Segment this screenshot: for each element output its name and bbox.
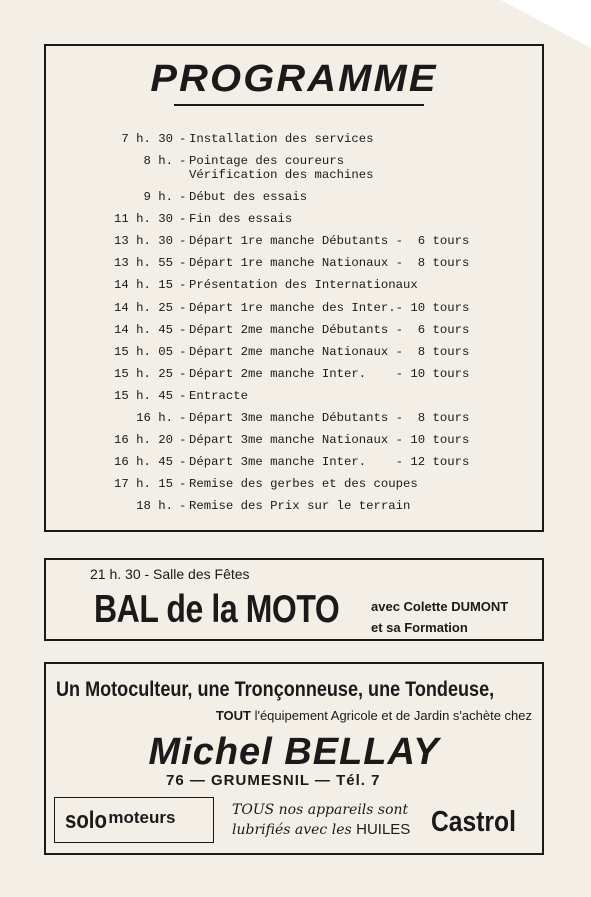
schedule-row (98, 319, 538, 341)
schedule-dash: - (179, 366, 187, 381)
ad-subline (216, 708, 532, 723)
ad-headline: Un Motoculteur, une Tronçonneuse, une Tondeuse, (56, 678, 495, 701)
schedule-desc-line: Remise des Prix sur le terrain (189, 499, 411, 514)
schedule-time: 16 h. (136, 411, 173, 426)
schedule-dash: - (179, 388, 187, 403)
bal-artist (371, 596, 508, 638)
schedule-desc (189, 230, 538, 252)
schedule-time: 13 h. 55 (113, 256, 173, 271)
schedule-row (98, 407, 538, 429)
schedule-desc-line: Départ 2me manche Nationaux - 8 tours (189, 344, 470, 359)
schedule-time: 7 h. 30 (121, 132, 173, 146)
schedule-time: 9 h. (143, 190, 173, 205)
schedule-time: 13 h. 30 (113, 234, 173, 249)
schedule-desc-line: Départ 1re manche Débutants - 6 tours (189, 234, 470, 249)
schedule-row (98, 363, 538, 385)
ad-shop-name: Michel BELLAY (148, 731, 440, 773)
schedule-desc-line: Remise des gerbes et des coupes (189, 477, 418, 492)
castrol-logo: Castrol (431, 806, 516, 838)
schedule-desc-line2: Vérification des machines (189, 168, 374, 183)
schedule-row (98, 230, 538, 252)
bal-title: BAL de la MOTO (94, 588, 340, 631)
schedule-time: 14 h. 25 (113, 300, 173, 315)
schedule-row (98, 150, 538, 186)
bal-artist-line1: avec Colette DUMONT (371, 599, 509, 614)
schedule-desc-line: Installation des services (189, 132, 374, 146)
schedule-row (98, 451, 538, 473)
schedule-desc (189, 186, 538, 208)
schedule-row (98, 341, 538, 363)
schedule-row (98, 252, 538, 274)
schedule-dash: - (179, 455, 187, 470)
schedule-desc-line: Départ 2me manche Débutants - 6 tours (189, 322, 470, 337)
schedule-row (98, 429, 538, 451)
schedule-desc (189, 208, 538, 230)
schedule-row (98, 186, 538, 208)
schedule-dash: - (179, 190, 187, 205)
schedule-dash: - (179, 433, 187, 448)
schedule-desc (189, 274, 538, 296)
schedule-desc-line: Départ 1re manche Nationaux - 8 tours (189, 256, 470, 271)
schedule-dash: - (179, 499, 187, 514)
schedule-time: 14 h. 15 (113, 278, 173, 293)
schedule-time: 16 h. 20 (113, 433, 173, 448)
schedule-dash: - (179, 132, 187, 146)
schedule-desc (189, 429, 538, 451)
schedule-desc (189, 473, 538, 495)
solo-logo-box (54, 797, 214, 843)
schedule-desc-line: Début des essais (189, 190, 308, 205)
schedule-dash: - (179, 344, 187, 359)
schedule-desc-line: Départ 1re manche des Inter.- 10 tours (189, 300, 470, 315)
schedule-time: 8 h. (143, 154, 173, 169)
solo-logo (65, 807, 181, 835)
folded-corner (501, 0, 591, 48)
castrol-tagline (232, 800, 410, 840)
programme-box (44, 44, 544, 532)
solo-moteurs: moteurs (108, 808, 176, 827)
bal-artist-line2: et sa Formation (371, 620, 468, 635)
schedule-dash: - (179, 300, 187, 315)
bal-box (44, 558, 544, 641)
schedule-desc-line: Départ 3me manche Inter. - 12 tours (189, 455, 470, 470)
programme-title: PROGRAMME (150, 58, 438, 100)
schedule-desc-line: Départ 3me manche Débutants - 8 tours (189, 411, 470, 426)
castrol-line1: TOUS nos appareils sont (232, 802, 409, 818)
ad-address: 76 — GRUMESNIL — Tél. 7 (166, 772, 381, 789)
schedule-desc (189, 451, 538, 473)
schedule-dash: - (179, 234, 187, 249)
castrol-line2: lubrifiés avec les (232, 822, 352, 838)
solo-brand: solo (65, 807, 107, 834)
schedule-desc (189, 252, 538, 274)
ad-tout: TOUT (215, 708, 251, 723)
schedule-desc (189, 154, 538, 182)
schedule-desc (189, 407, 538, 429)
schedule-time: 16 h. 45 (113, 455, 173, 470)
schedule-time: 14 h. 45 (113, 322, 173, 337)
schedule-dash: - (179, 154, 187, 169)
schedule-row (98, 473, 538, 495)
schedule-row (98, 208, 538, 230)
schedule-row (98, 274, 538, 296)
schedule-row (98, 128, 538, 150)
schedule-desc (189, 341, 538, 363)
schedule-desc-line: Présentation des Internationaux (189, 278, 418, 293)
schedule-dash: - (179, 256, 187, 271)
schedule-time: 15 h. 05 (113, 344, 173, 359)
schedule-time: 17 h. 15 (113, 477, 173, 492)
schedule-desc-line: Fin des essais (189, 212, 293, 227)
schedule-row (98, 495, 538, 517)
title-underline (174, 104, 424, 106)
schedule-desc (189, 363, 538, 385)
schedule-desc-line: Départ 3me manche Nationaux - 10 tours (189, 433, 470, 448)
schedule-desc-line: Entracte (189, 388, 249, 403)
schedule-desc-line: Départ 2me manche Inter. - 10 tours (189, 366, 470, 381)
advertisement-box (44, 662, 544, 855)
schedule-desc (189, 128, 538, 150)
schedule-time: 11 h. 30 (113, 212, 173, 227)
schedule-list (98, 128, 538, 518)
schedule-dash: - (179, 212, 187, 227)
schedule-desc (189, 297, 538, 319)
schedule-row (98, 385, 538, 407)
schedule-dash: - (179, 322, 187, 337)
bal-subtitle: 21 h. 30 - Salle des Fêtes (90, 566, 250, 582)
schedule-time: 15 h. 45 (113, 388, 173, 403)
schedule-dash: - (179, 411, 187, 426)
schedule-dash: - (179, 477, 187, 492)
schedule-desc-line: Pointage des coureurs (189, 154, 344, 169)
ad-subline-text: l'équipement Agricole et de Jardin s'achète chez (250, 708, 532, 723)
schedule-time: 15 h. 25 (113, 366, 173, 381)
castrol-huiles: HUILES (356, 821, 411, 838)
schedule-time: 18 h. (136, 499, 173, 514)
schedule-desc (189, 495, 538, 517)
schedule-desc (189, 385, 538, 407)
schedule-desc (189, 319, 538, 341)
schedule-dash: - (179, 278, 187, 293)
schedule-row (98, 297, 538, 319)
